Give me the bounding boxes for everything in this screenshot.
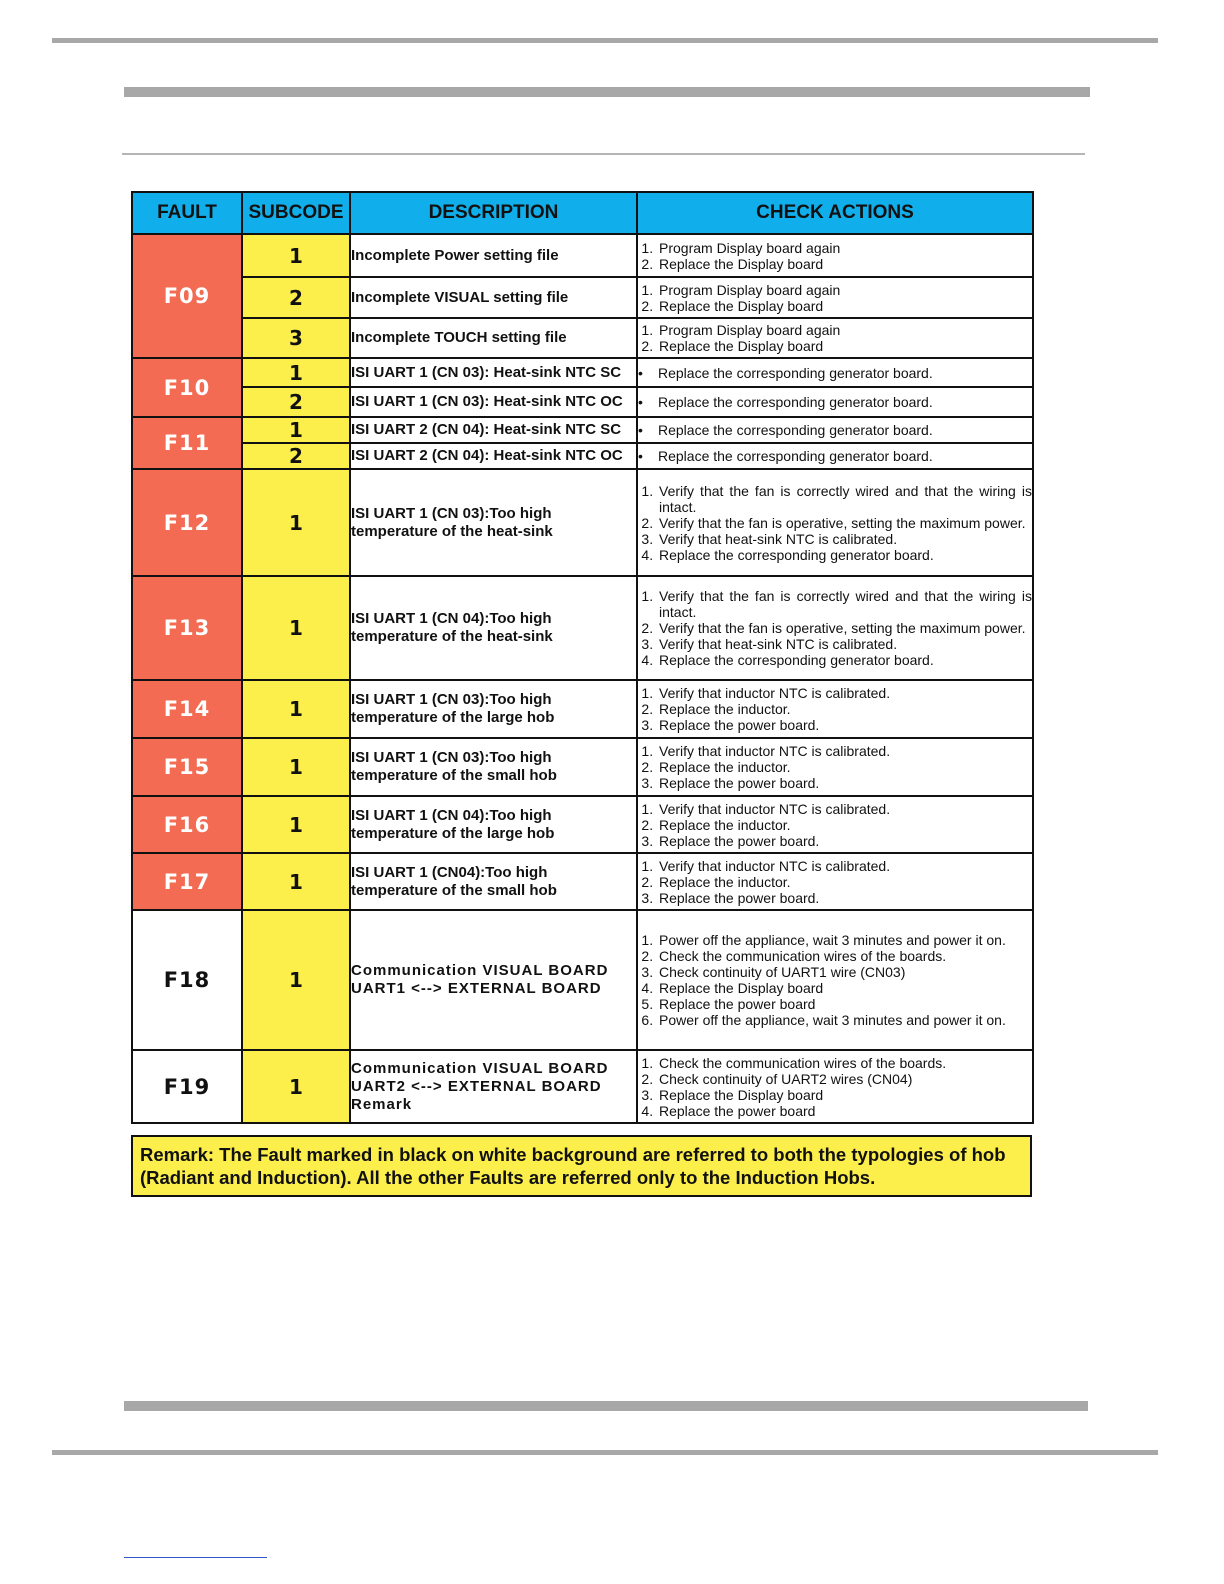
action-item: 3. Replace the Display board <box>657 1087 1032 1103</box>
action-item: 2. Replace the Display board <box>657 256 1032 272</box>
action-item: 1. Verify that inductor NTC is calibrated. <box>657 801 1032 817</box>
action-item: 4. Replace the Display board <box>657 980 1032 996</box>
description: ISI UART 2 (CN 04): Heat-sink NTC OC <box>350 443 637 469</box>
action-item: • Replace the corresponding generator board. <box>638 448 1032 464</box>
action-item: 3. Replace the power board. <box>657 833 1032 849</box>
action-item: • Replace the corresponding generator board. <box>638 394 1032 410</box>
fault-code-f13: F13 <box>132 576 242 680</box>
fault-code-f11: F11 <box>132 417 242 469</box>
table-row <box>132 234 1033 277</box>
description: ISI UART 1 (CN 03): Heat-sink NTC SC <box>350 358 637 387</box>
action-item: 2. Replace the Display board <box>657 298 1032 314</box>
action-item: 5. Replace the power board <box>657 996 1032 1012</box>
header-divider <box>122 153 1085 155</box>
fault-code-f19: F19 <box>132 1050 242 1123</box>
subcode: 1 <box>242 1050 350 1123</box>
check-actions <box>637 576 1033 680</box>
subcode: 1 <box>242 358 350 387</box>
action-item: 2. Replace the inductor. <box>657 701 1032 717</box>
subcode: 1 <box>242 576 350 680</box>
action-item: 2. Replace the Display board <box>657 338 1032 354</box>
action-item: 4. Replace the power board <box>657 1103 1032 1119</box>
table-row <box>132 853 1033 910</box>
check-actions <box>637 318 1033 358</box>
subcode: 1 <box>242 680 350 738</box>
action-item: 1. Program Display board again <box>657 282 1032 298</box>
description: Communication VISUAL BOARD UART1 <--> EXTERNAL BOARD <box>350 910 637 1050</box>
table-row <box>132 1050 1033 1123</box>
subcode: 2 <box>242 387 350 417</box>
description: ISI UART 1 (CN 04):Too high temperature of the heat-sink <box>350 576 637 680</box>
fault-code-f16: F16 <box>132 796 242 853</box>
header-band <box>124 87 1090 97</box>
description: ISI UART 1 (CN 03):Too high temperature of the large hob <box>350 680 637 738</box>
fault-code-f14: F14 <box>132 680 242 738</box>
description: Communication VISUAL BOARD UART2 <--> EXTERNAL BOARD Remark <box>350 1050 637 1123</box>
check-actions <box>637 387 1033 417</box>
check-actions <box>637 1050 1033 1123</box>
bottom-rule <box>52 1450 1158 1455</box>
action-item: 1. Verify that inductor NTC is calibrated. <box>657 743 1032 759</box>
action-item: 2. Verify that the fan is operative, setting the maximum power. <box>657 515 1032 531</box>
subcode: 1 <box>242 910 350 1050</box>
table-row <box>132 318 1033 358</box>
fault-code-f18: F18 <box>132 910 242 1050</box>
action-item: 2. Replace the inductor. <box>657 817 1032 833</box>
header-description: DESCRIPTION <box>350 192 637 234</box>
action-item: 6. Power off the appliance, wait 3 minutes and power it on. <box>657 1012 1032 1028</box>
check-actions <box>637 796 1033 853</box>
table-row <box>132 910 1033 1050</box>
description: Incomplete TOUCH setting file <box>350 318 637 358</box>
description: Incomplete Power setting file <box>350 234 637 277</box>
action-item: 1. Verify that inductor NTC is calibrated. <box>657 685 1032 701</box>
table-row <box>132 738 1033 796</box>
fault-code-table <box>131 191 1034 1124</box>
table-row <box>132 576 1033 680</box>
subcode: 3 <box>242 318 350 358</box>
action-item: 2. Check continuity of UART2 wires (CN04) <box>657 1071 1032 1087</box>
check-actions <box>637 469 1033 576</box>
action-item: 1. Program Display board again <box>657 322 1032 338</box>
subcode: 1 <box>242 417 350 443</box>
remark-note: Remark: The Fault marked in black on white background are referred to both the typologies of hob (Radiant and Induction). All the other Faults are referred only to the Induction Hobs. <box>131 1135 1032 1197</box>
table-row <box>132 358 1033 387</box>
action-item: • Replace the corresponding generator board. <box>638 422 1032 438</box>
action-item: 4. Replace the corresponding generator board. <box>657 652 1032 668</box>
fault-code-f10: F10 <box>132 358 242 417</box>
action-item: 1. Verify that inductor NTC is calibrated. <box>657 858 1032 874</box>
table-row <box>132 469 1033 576</box>
action-item: 4. Replace the corresponding generator board. <box>657 547 1032 563</box>
description: Incomplete VISUAL setting file <box>350 277 637 318</box>
top-rule <box>52 38 1158 43</box>
action-item: 3. Verify that heat-sink NTC is calibrated. <box>657 531 1032 547</box>
action-item: 1. Check the communication wires of the boards. <box>657 1055 1032 1071</box>
check-actions <box>637 417 1033 443</box>
description: ISI UART 2 (CN 04): Heat-sink NTC SC <box>350 417 637 443</box>
action-item: 1. Program Display board again <box>657 240 1032 256</box>
check-actions <box>637 738 1033 796</box>
table-row <box>132 796 1033 853</box>
check-actions <box>637 234 1033 277</box>
subcode: 2 <box>242 277 350 318</box>
description: ISI UART 1 (CN04):Too high temperature of the small hob <box>350 853 637 910</box>
table-row <box>132 277 1033 318</box>
subcode: 1 <box>242 234 350 277</box>
fault-code-f15: F15 <box>132 738 242 796</box>
check-actions <box>637 443 1033 469</box>
description: ISI UART 1 (CN 03): Heat-sink NTC OC <box>350 387 637 417</box>
footer-band <box>124 1401 1088 1411</box>
action-item: • Replace the corresponding generator board. <box>638 365 1032 381</box>
footer-link-underline <box>124 1557 267 1558</box>
subcode: 1 <box>242 853 350 910</box>
table-row <box>132 680 1033 738</box>
action-item: 1. Verify that the fan is correctly wired and that the wiring is intact. <box>657 588 1032 620</box>
check-actions <box>637 358 1033 387</box>
table-row <box>132 387 1033 417</box>
description: ISI UART 1 (CN 03):Too high temperature of the small hob <box>350 738 637 796</box>
action-item: 3. Replace the power board. <box>657 775 1032 791</box>
subcode: 1 <box>242 469 350 576</box>
fault-code-f12: F12 <box>132 469 242 576</box>
table-row <box>132 417 1033 443</box>
description: ISI UART 1 (CN 03):Too high temperature of the heat-sink <box>350 469 637 576</box>
action-item: 2. Check the communication wires of the boards. <box>657 948 1032 964</box>
check-actions <box>637 680 1033 738</box>
table-row <box>132 443 1033 469</box>
action-item: 3. Replace the power board. <box>657 890 1032 906</box>
action-item: 3. Verify that heat-sink NTC is calibrated. <box>657 636 1032 652</box>
header-fault: FAULT <box>132 192 242 234</box>
action-item: 3. Replace the power board. <box>657 717 1032 733</box>
fault-code-f09: F09 <box>132 234 242 358</box>
action-item: 2. Verify that the fan is operative, setting the maximum power. <box>657 620 1032 636</box>
header-check-actions: CHECK ACTIONS <box>637 192 1033 234</box>
action-item: 1. Power off the appliance, wait 3 minutes and power it on. <box>657 932 1032 948</box>
action-item: 3. Check continuity of UART1 wire (CN03) <box>657 964 1032 980</box>
table-header-row <box>132 192 1033 234</box>
check-actions <box>637 277 1033 318</box>
subcode: 1 <box>242 738 350 796</box>
fault-code-f17: F17 <box>132 853 242 910</box>
check-actions <box>637 853 1033 910</box>
description: ISI UART 1 (CN 04):Too high temperature of the large hob <box>350 796 637 853</box>
action-item: 2. Replace the inductor. <box>657 874 1032 890</box>
header-subcode: SUBCODE <box>242 192 350 234</box>
subcode: 2 <box>242 443 350 469</box>
subcode: 1 <box>242 796 350 853</box>
action-item: 2. Replace the inductor. <box>657 759 1032 775</box>
action-item: 1. Verify that the fan is correctly wired and that the wiring is intact. <box>657 483 1032 515</box>
check-actions <box>637 910 1033 1050</box>
